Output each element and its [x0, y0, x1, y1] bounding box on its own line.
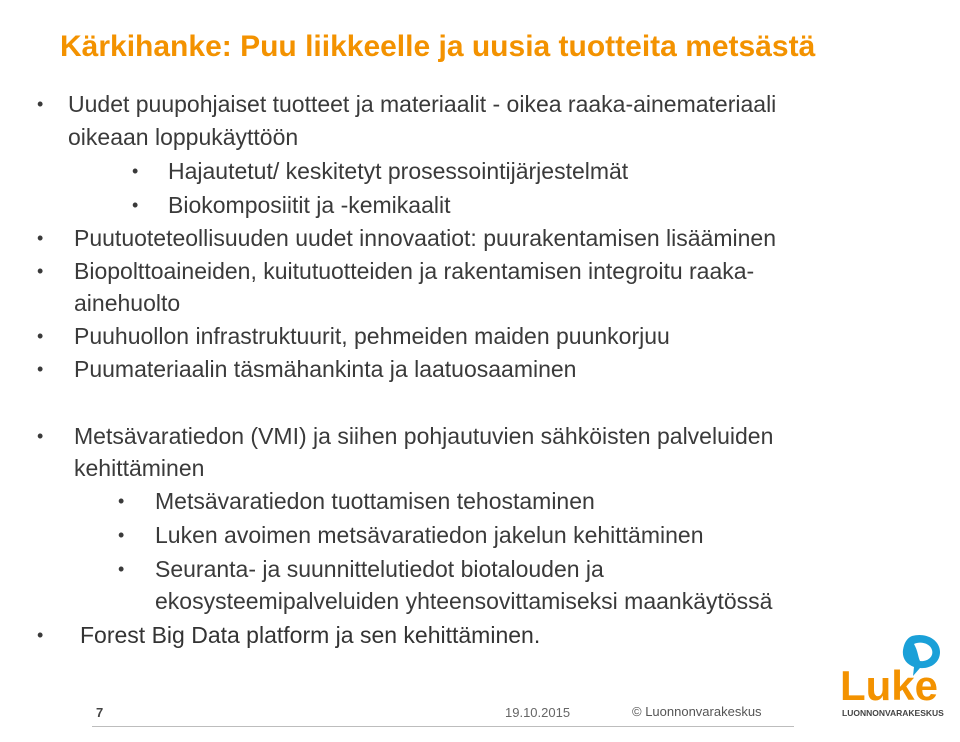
sub-bullet-text: Seuranta- ja suunnittelutiedot biotalouden ja	[155, 556, 604, 582]
sub-bullet-text: Biokomposiitit ja -kemikaalit	[168, 192, 451, 218]
page-number: 7	[96, 705, 104, 720]
logo-subtitle: LUONNONVARAKESKUS	[842, 708, 944, 718]
bullet-icon: •	[37, 359, 44, 379]
bullet-icon: •	[37, 426, 44, 446]
sub-bullet-text: Hajautetut/ keskitetyt prosessointijärjestelmät	[168, 158, 629, 184]
sub-bullet-text: Luken avoimen metsävaratiedon jakelun kehittäminen	[155, 522, 704, 548]
luke-logo	[840, 630, 948, 722]
bullet-text-continuation: oikeaan loppukäyttöön	[68, 124, 299, 150]
bullet-text-continuation: kehittäminen	[74, 455, 205, 481]
sub-bullet-text: Metsävaratiedon tuottamisen tehostaminen	[155, 488, 595, 514]
bullet-icon: •	[118, 525, 125, 545]
slide-title: Kärkihanke: Puu liikkeelle ja uusia tuotteita metsästä	[60, 30, 816, 63]
footer-copyright: © Luonnonvarakeskus	[632, 704, 762, 719]
bullet-text: Biopolttoaineiden, kuitutuotteiden ja rakentamisen integroitu raaka-	[74, 258, 755, 284]
bullet-icon: •	[37, 228, 44, 248]
footer-divider	[92, 726, 794, 727]
bullet-text-continuation: ainehuolto	[74, 290, 181, 316]
bullet-text: Puuhuollon infrastruktuurit, pehmeiden maiden puunkorjuu	[74, 323, 670, 349]
bullet-icon: •	[37, 261, 44, 281]
bullet-icon: •	[37, 94, 44, 114]
logo-wordmark: Luke	[840, 662, 939, 709]
bullet-icon: •	[118, 491, 125, 511]
bullet-text: Puutuoteteollisuuden uudet innovaatiot: puurakentamisen lisääminen	[74, 225, 776, 251]
bullet-icon: •	[132, 161, 139, 181]
bullet-icon: •	[37, 326, 44, 346]
bullet-icon: •	[37, 625, 44, 645]
luke-logo-mark	[840, 630, 948, 722]
sub-bullet-text-continuation: ekosysteemipalveluiden yhteensovittamiseksi maankäytössä	[155, 588, 773, 614]
footer-date: 19.10.2015	[505, 705, 571, 720]
bullet-text: Forest Big Data platform ja sen kehittäminen.	[80, 622, 541, 648]
bullet-text: Metsävaratiedon (VMI) ja siihen pohjautuvien sähköisten palveluiden	[74, 423, 774, 449]
bullet-text: Uudet puupohjaiset tuotteet ja materiaalit - oikea raaka-ainemateriaali	[68, 91, 777, 117]
bullet-icon: •	[132, 195, 139, 215]
bullet-icon: •	[118, 559, 125, 579]
bullet-text: Puumateriaalin täsmähankinta ja laatuosaaminen	[74, 356, 577, 382]
